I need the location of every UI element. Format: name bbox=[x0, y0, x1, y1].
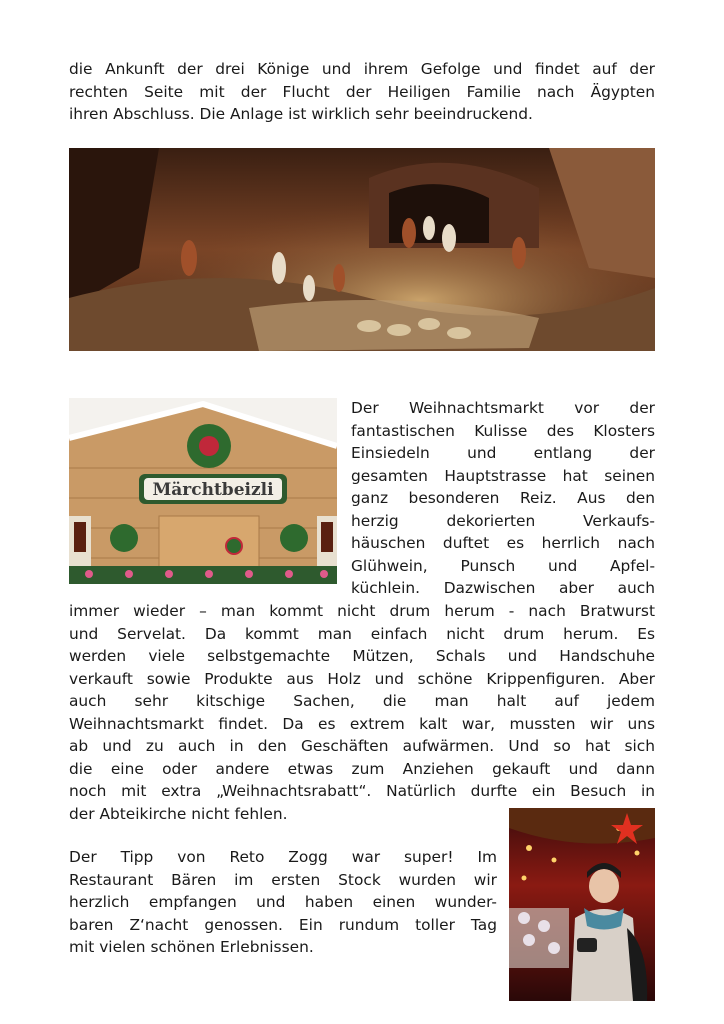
market-stall-woman-photo bbox=[509, 808, 655, 1001]
text-line: werden viele selbstgemachte Mützen, Schals und Handschuhe bbox=[69, 647, 655, 665]
market-sign: Märchtbeizli bbox=[152, 480, 274, 500]
market-paragraph-full bbox=[69, 600, 655, 825]
text-line: verkauft sowie Produkte aus Holz und schöne Krippenfiguren. Aber bbox=[69, 669, 655, 688]
text-line: baren Z‘nacht genossen. Ein rundum toller Tag bbox=[69, 915, 497, 934]
text-line: ihren Abschluss. Die Anlage ist wirklich sehr beeindruckend. bbox=[69, 105, 533, 123]
text-line: gesamten Hauptstrasse hat seinen bbox=[351, 466, 655, 485]
text-line: fantastischen Kulisse des Klosters bbox=[351, 421, 655, 440]
text-line: Restaurant Bären im ersten Stock wurden wir bbox=[69, 870, 497, 889]
text-line: Glühwein, Punsch und Apfel- bbox=[351, 556, 655, 575]
christmas-market-hut-photo bbox=[69, 398, 337, 584]
text-line: ganz besonderen Reiz. Aus den bbox=[351, 489, 655, 507]
text-line: der Abteikirche nicht fehlen. bbox=[69, 804, 288, 823]
text-line: und Servelat. Da kommt man einfach nicht drum herum. Es bbox=[69, 624, 655, 643]
text-line: häuschen duftet es herrlich nach bbox=[351, 534, 655, 552]
text-line: noch mit extra „Weihnachtsrabatt“. Natürlich durfte ein Besuch in bbox=[69, 782, 655, 800]
text-line: die eine oder andere etwas zum Anziehen gekauft und dann bbox=[69, 759, 655, 778]
text-line: Der Tipp von Reto Zogg war super! Im bbox=[69, 848, 497, 866]
text-line: Einsiedeln und entlang der bbox=[351, 444, 655, 462]
text-line: herzlich empfangen und haben einen wunder- bbox=[69, 893, 497, 911]
text-line: herzig dekorierten Verkaufs- bbox=[351, 511, 655, 530]
market-paragraph-side bbox=[351, 397, 655, 600]
intro-paragraph bbox=[69, 58, 655, 126]
text-line: küchlein. Dazwischen aber auch bbox=[351, 579, 655, 597]
text-line: auch sehr kitschige Sachen, die man halt auf jedem bbox=[69, 692, 655, 710]
text-line: Weihnachtsmarkt findet. Da es extrem kalt war, mussten wir uns bbox=[69, 714, 655, 733]
text-line: Der Weihnachtsmarkt vor der bbox=[351, 399, 655, 417]
text-line: rechten Seite mit der Flucht der Heiligen Familie nach Ägypten bbox=[69, 82, 655, 101]
text-line: ab und zu auch in den Geschäften aufwärmen. Und so hat sich bbox=[69, 737, 655, 755]
nativity-scene-photo bbox=[69, 148, 655, 351]
text-line: die Ankunft der drei Könige und ihrem Gefolge und findet auf der bbox=[69, 60, 655, 78]
text-line: mit vielen schönen Erlebnissen. bbox=[69, 938, 314, 956]
text-line: immer wieder – man kommt nicht drum herum - nach Bratwurst bbox=[69, 602, 655, 620]
restaurant-paragraph bbox=[69, 846, 497, 959]
